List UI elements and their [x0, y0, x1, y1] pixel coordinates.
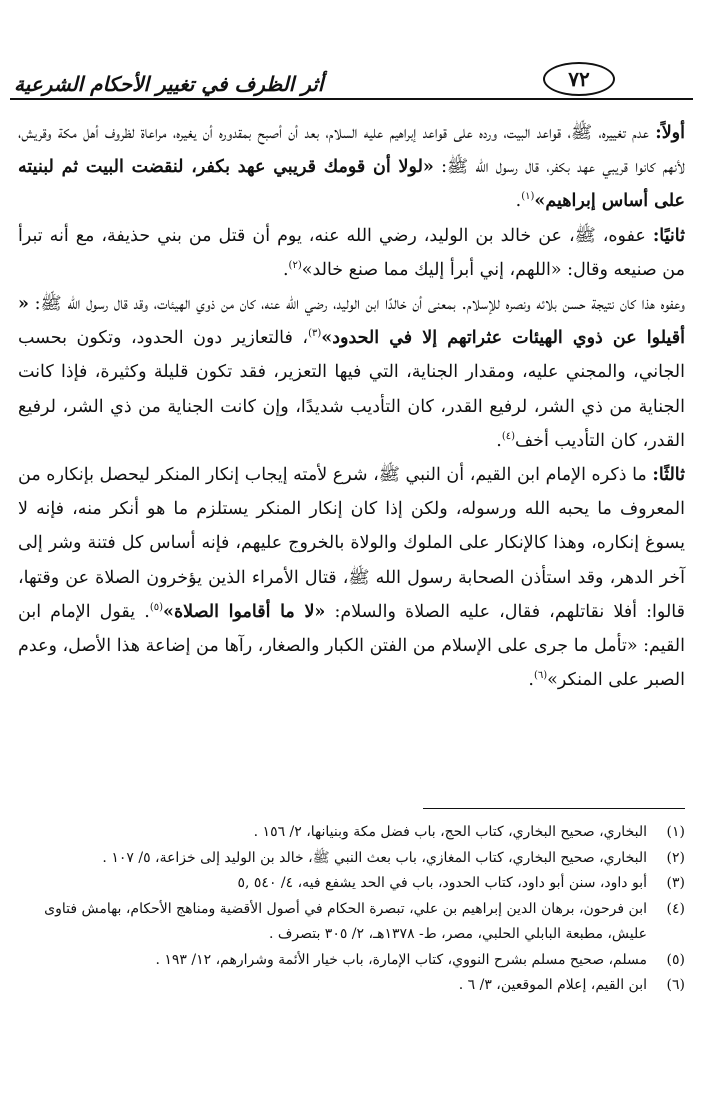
footnote	[18, 820, 685, 846]
page-number: ٧٢	[543, 62, 615, 96]
footnote	[18, 948, 685, 974]
hadith-quote: «لولا أن قومك قريبي عهد بكفر، لنقضت البيت ثم لبنيته على أساس إبراهيم»	[18, 157, 685, 212]
paragraph-text: عدم تغييره، ﷺ، قواعد البيت، ورده على قواعد إبراهيم عليه السلام، بعد أن أصبح بمقدوره أن يغيره، مراعاة لظروف أهل مكة وقريش، لأنهم كانوا قريبي عهد بكفر، قال رسول الله ﷺ:	[18, 123, 685, 178]
footnote-text: ابن القيم، إعلام الموقعين، ٣/ ٦ .	[458, 977, 647, 993]
footnote-number: (٣)	[666, 875, 685, 891]
footnotes	[18, 820, 685, 999]
paragraph-3: وعفوه هذا كان نتيجة حسن بلائه ونصره للإسلام. بمعنى أن خالدًا ابن الوليد، رضي الله عنه، كان من ذوي الهيئات، وقد قال رسول الله ﷺ: « أقيلوا عن ذوي الهيئات عثراتهم إلا في الحدود»$^{(٣)}$، فالتعازير دون الحدود، وتكون بحسب الجاني، والمجني عليه، ومقدار الجناية، التي فيها التعزير، فقد تكون قليلة وكثيرة، فإذا كانت الجناية من ذي الشر، لرفيع القدر، كان التأديب شديدًا، وإن كانت الجناية من ذي الشر، لرفيع القدر، كان التأديب أخف$^{(٤)}$.	[18, 294, 685, 451]
paragraph-text-after: .	[282, 259, 289, 280]
header-rule	[10, 98, 693, 100]
footnote	[18, 973, 685, 999]
paragraph-text-after: .	[515, 191, 522, 212]
paragraph-2	[18, 219, 685, 287]
paragraph-text-after: ، فالتعازير دون الحدود، وتكون بحسب الجاني، والمجني عليه، ومقدار الجناية، التي فيها التعزير، فقد تكون قليلة وكثيرة، فإذا كانت الجناية من ذي الشر، لرفيع القدر، كان التأديب شديدًا، وإن كانت الجناية من ذي الشر، لرفيع القدر، كان التأديب أخف	[18, 328, 685, 451]
paragraph-text: عفوه، ﷺ، عن خالد بن الوليد، رضي الله عنه، يوم أن قتل من بني حذيفة، مع أنه تبرأ من صنيعه وقال: «اللهم، إني أبرأ إليك مما صنع خالد»	[18, 225, 685, 280]
paragraph-text: ما ذكره الإمام ابن القيم، أن النبي ﷺ، شرع لأمته إيجاب إنكار المنكر ليحصل بإنكاره من المعروف ما يحبه الله ورسوله، ولكن إذا كان إنكار المنكر يستلزم ما هو أنكر منه، فإنه لا يسوغ إنكاره، وهذا كالإنكار على الملوك والولاة بالخروج عليهم، فإنه أساس كل فتنة وشر إلى آخر الدهر، وقد استأذن الصحابة رسول الله ﷺ، قتال الأمراء الذين يؤخرون الصلاة عن وقتها، قالوا: أفلا نقاتلهم، فقال، عليه الصلاة والسلام:	[18, 465, 685, 622]
footnote-text: مسلم، صحيح مسلم بشرح النووي، كتاب الإمارة، باب خيار الأئمة وشرارهم، ١٢/ ١٩٣ .	[155, 951, 647, 968]
paragraph-lead: ثالثًا:	[652, 465, 685, 486]
paragraph-lead: أولاً:	[655, 123, 685, 143]
footnote	[18, 897, 685, 948]
footnote	[18, 871, 685, 897]
hadith-quote: «لا ما أقاموا الصلاة»	[163, 601, 326, 622]
footnote-separator	[423, 808, 685, 809]
footnote-text: البخاري، صحيح البخاري، كتاب المغازي، باب بعث النبي ﷺ، خالد بن الوليد إلى خزاعة، ٥/ ١٠٧ .	[102, 849, 647, 866]
footnote-ref[interactable]: (٦)	[533, 670, 548, 682]
footnote-number: (٢)	[666, 849, 685, 866]
footnote-text: أبو داود، سنن أبو داود، كتاب الحدود، باب في الحد يشفع فيه، ٤/ ٥٤٠ ,٥	[237, 875, 647, 891]
paragraph-text: وعفوه هذا كان نتيجة حسن بلائه ونصره للإسلام. بمعنى أن خالدًا ابن الوليد، رضي الله عنه، كان من ذوي الهيئات، وقد قال رسول الله ﷺ:	[28, 294, 685, 315]
footnote-number: (١)	[666, 824, 685, 840]
footnote-number: (٥)	[666, 951, 685, 968]
hadith-quote: « أقيلوا عن ذوي الهيئات عثراتهم إلا في الحدود»	[18, 294, 685, 349]
paragraph-1	[18, 116, 685, 219]
footnote-ref[interactable]: (١)	[521, 191, 535, 203]
footnote-ref[interactable]: (٣)	[308, 328, 322, 340]
footnote-text: البخاري، صحيح البخاري، كتاب الحج، باب فضل مكة وبنيانها، ٢/ ١٥٦ .	[253, 824, 647, 840]
footnote	[18, 846, 685, 872]
footnote-ref[interactable]: (٢)	[288, 259, 302, 271]
footnote-text: ابن فرحون، برهان الدين إبراهيم بن علي، تبصرة الحكام في أصول الأقضية ومناهج الأحكام، بهامش فتاوى عليش، مطبعة البابلي الحلبي، مصر، ط- ١٣٧٨هـ، ٢/ ٣٠٥ بتصرف .	[44, 900, 647, 942]
paragraph-lead: ثانيًا:	[652, 225, 685, 246]
footnote-number: (٦)	[666, 977, 685, 993]
body-text	[18, 116, 685, 697]
paragraph-4: ثالثًا: ما ذكره الإمام ابن القيم، أن النبي ﷺ، شرع لأمته إيجاب إنكار المنكر ليحصل بإنكاره من المعروف ما يحبه الله ورسوله، ولكن إذا كان إنكار المنكر يستلزم ما هو أنكر منه، فإنه لا يسوغ إنكاره، وهذا كالإنكار على الملوك والولاة بالخروج عليهم، فإنه أساس كل فتنة وشر إلى آخر الدهر، وقد استأذن الصحابة رسول الله ﷺ، قتال الأمراء الذين يؤخرون الصلاة عن وقتها، قالوا: أفلا نقاتلهم، فقال، عليه الصلاة والسلام: «لا ما أقاموا الصلاة»$^{(٥)}$. يقول الإمام ابن القيم: «تأمل ما جرى على الإسلام من الفتن الكبار والصغار، رآها من إضاعة هذا الأصل، وعدم الصبر على المنكر»$^{(٦)}$.	[18, 465, 685, 691]
page-header	[10, 58, 693, 106]
paragraph-text-after: . يقول الإمام ابن القيم: «تأمل ما جرى على الإسلام من الفتن الكبار والصغار، رآها من إضاعة هذا الأصل، وعدم الصبر على المنكر»	[18, 601, 685, 691]
running-title: أثر الظرف في تغيير الأحكام الشرعية	[14, 72, 324, 96]
footnote-ref[interactable]: (٤)	[501, 431, 516, 442]
footnote-ref[interactable]: (٥)	[149, 602, 164, 614]
footnote-number: (٤)	[666, 900, 685, 917]
